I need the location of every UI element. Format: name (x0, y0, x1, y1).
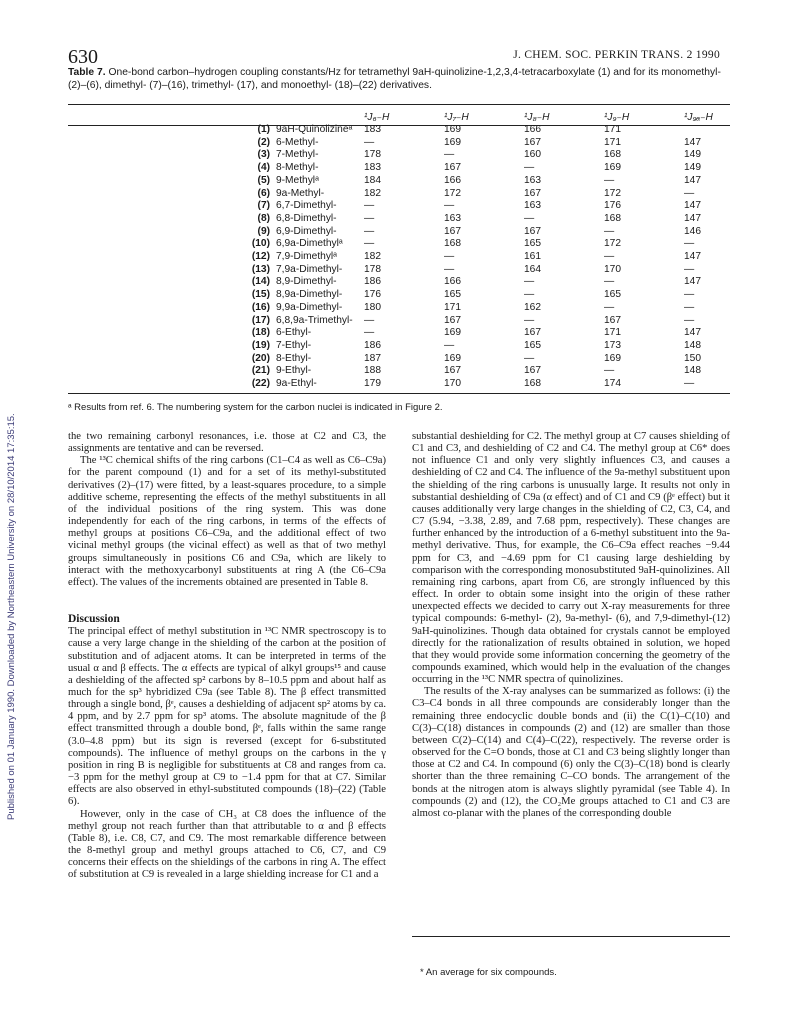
column-header: ¹J₇₋H (444, 111, 469, 123)
coupling-value: 163 (524, 174, 541, 186)
table-row (68, 327, 764, 340)
coupling-value: — (684, 301, 695, 313)
table-row (68, 365, 764, 378)
journal-header: J. CHEM. SOC. PERKIN TRANS. 2 1990 (513, 49, 720, 61)
coupling-value: — (684, 378, 695, 390)
coupling-value: — (524, 212, 535, 224)
table-row (68, 238, 764, 251)
coupling-value: 188 (364, 365, 381, 377)
coupling-value: — (364, 238, 375, 250)
coupling-value: 169 (444, 136, 461, 148)
compound-name: 8-Methyl- (276, 162, 319, 174)
right-column (412, 431, 730, 820)
coupling-value: 165 (604, 289, 621, 301)
coupling-value: 167 (524, 327, 541, 339)
column-header: ¹J₉₋H (604, 111, 630, 123)
table-bottom-rule (68, 393, 730, 394)
coupling-value: 174 (604, 378, 621, 390)
coupling-value: — (524, 289, 535, 301)
compound-name: 6,8,9a-Trimethyl- (276, 314, 353, 326)
coupling-value: — (444, 200, 455, 212)
coupling-value: 165 (524, 339, 541, 351)
coupling-value: 169 (444, 327, 461, 339)
table-row (68, 137, 764, 150)
table-caption (68, 67, 730, 92)
coupling-table (68, 110, 764, 391)
compound-name: 6-Ethyl- (276, 327, 312, 339)
coupling-value: — (604, 225, 615, 237)
coupling-value: — (524, 162, 535, 174)
coupling-value: 169 (444, 124, 461, 135)
compound-number: (17) (251, 314, 270, 326)
coupling-value: 184 (364, 174, 381, 186)
table-row (68, 226, 764, 239)
coupling-value: 150 (684, 352, 701, 364)
coupling-value: — (684, 289, 695, 301)
compound-name: 8,9a-Dimethyl- (276, 289, 343, 301)
compound-name: 9a-Ethyl- (276, 378, 317, 390)
coupling-value: 148 (684, 339, 701, 351)
compound-name: 8,9-Dimethyl- (276, 276, 337, 288)
coupling-value: — (444, 263, 455, 275)
compound-number: (15) (251, 289, 270, 301)
coupling-value: — (364, 136, 375, 148)
compound-number: (21) (251, 365, 270, 377)
table-row (68, 264, 764, 277)
coupling-value: 167 (604, 314, 621, 326)
coupling-value: 147 (684, 276, 701, 288)
compound-name: 7,9a-Dimethyl- (276, 263, 343, 275)
coupling-value: 173 (604, 339, 621, 351)
coupling-value: 176 (364, 289, 381, 301)
coupling-value: 187 (364, 352, 381, 364)
coupling-value: 147 (684, 174, 701, 186)
table-row (68, 175, 764, 188)
table-row (68, 213, 764, 226)
coupling-value: 183 (364, 124, 381, 135)
coupling-value: 163 (444, 212, 461, 224)
paragraph: However, only in the case of CH₃ at C8 does the influence of the methyl group not reach further than that attributable to α and β effects (Table 8), i.e. C8, C7, and C9. The most remarkable difference between the 8-methyl group and methyl groups attached to C6, C7, and C9 concerns their effects on the shieldings of the carbons in ring A. The effect of substitution at C9 is revealed in a large shielding increase for C1 and a (68, 808, 386, 881)
coupling-value: — (364, 212, 375, 224)
compound-name: 6-Methyl- (276, 136, 319, 148)
compound-number: (22) (251, 378, 270, 390)
coupling-value: 171 (604, 124, 621, 135)
coupling-value (684, 124, 764, 137)
table-row (68, 315, 764, 328)
table-footnote: ᵃ Results from ref. 6. The numbering system for the carbon nuclei is indicated in Figure 2. (68, 402, 443, 413)
compound-number: (12) (251, 251, 270, 263)
paragraph: The principal effect of methyl substitution in ¹³C NMR spectroscopy is to cause a very large change in the shielding of the carbon at the position of substitution and of adjacent atoms. It can be interpreted in terms of the usual α and β effects. The α effects are typical of alkyl groups¹⁵ and cause a deshielding of the affected sp² carbons by 8–10.5 ppm and about half as much for the sp³ hybridized C9a (see Table 8). The β effect transmitted through a single bond, βᵉ, causes a deshielding of adjacent sp² atoms by ca. 4 ppm, and by 2.7 ppm for sp³ atoms. The absolute magnitude of the β effect transmitted through a double bond, βᵉ, falls within the same range (3.0–4.8 ppm) but its sign is reversed (except for 6-substituted compounds). The influence of methyl groups on the carbons in the γ position in ring B is negligible for substituents at C8 and ranges from ca. −3 ppm for the methyl group at C9 to −1.4 ppm for that at C7. Similar effects are also observed in ethyl-substituted compounds (18)–(22) (Table 6). (68, 626, 386, 808)
paragraph: The results of the X-ray analyses can be summarized as follows: (i) the C3–C4 bonds in all three compounds are considerably longer than the remaining three endocyclic double bonds and (ii) the C(1)–C(10) and C(3)–C(18) distances in compounds (2) and (12) are smaller than those between C(2)–C(14) and C(4)–C(22), respectively. The reverse order is observed for the C=O bonds, those at C1 and C3 being slightly longer than those at C2 and C4. In compound (6) only the C(3)–C(18) bond is clearly shorter than the three remaining C–CO bonds. The arrangement of the bonds at the nitrogen atom is always slightly pyramidal (see Table 4). In compounds (2) and (12), the CO₂Me groups attached to C1 and C3 are almost co-planar with the planes of the corresponding double (412, 686, 730, 819)
coupling-value: — (364, 327, 375, 339)
coupling-value: 147 (684, 200, 701, 212)
table-row (68, 200, 764, 213)
coupling-value: 176 (604, 200, 621, 212)
compound-number: (18) (251, 327, 270, 339)
coupling-value: 167 (524, 136, 541, 148)
coupling-value: 169 (604, 352, 621, 364)
compound-name: 7-Methyl- (276, 149, 319, 161)
compound-number: (1) (257, 124, 270, 135)
table-header-row (68, 110, 764, 124)
coupling-value: 165 (444, 289, 461, 301)
compound-number: (6) (257, 187, 270, 199)
compound-number: (7) (257, 200, 270, 212)
coupling-value: 147 (684, 327, 701, 339)
coupling-value: — (364, 200, 375, 212)
coupling-value: — (604, 251, 615, 263)
table-row (68, 162, 764, 175)
paragraph: substantial deshielding for C2. The methyl group at C7 causes shielding of C1 and C3, and deshielding of C2 and C4. The methyl group at C6* does not influence C1 and only very slightly influences C3, and causes a deshielding of C2 and C4. The influence of the 9a-methyl substituent upon the shielding of the ring carbons is unusually large. It results not only in substantial deshielding of C9a (α effect) and of C1 and C9 (βᵉ effect) but it causes additionally very large changes in the shielding of C2, C3, C4, and C7 (5.94, −3.38, 2.89, and 7.68 ppm, respectively). These changes are further enhanced by the introduction of a 6-methyl substituent into the 9a-methyl derivative. Thus, for example, the C6–C9a effect reaches −9.44 ppm for C3, and −4.69 ppm for C1 causing large deshielding by comparison with the corresponding monosubstituted 9aH-quinolizines. All remaining ring carbons, apart from C6, are strongly influenced by this effect. In order to obtain some insight into the origin of these rather unexpected effects we decided to carry out X-ray measurements for three typical compounds: 6-methyl- (2), 9a-methyl- (6), and 7,9-dimethyl-(12) 9aH-quinolizines. Though data obtained for crystals cannot be employed directly for the rationalization of results obtained in solution, we hoped that they would provide some information concerning the geometry of the compounds examined, which would help in the evaluation of the changes occurring in the ¹³C NMR spectra of quinolizines. (412, 431, 730, 686)
coupling-value: 167 (524, 365, 541, 377)
compound-number: (2) (257, 136, 270, 148)
download-notice: Published on 01 January 1990. Downloaded by Northeastern University on 28/10/2014 17:35:15. (6, 413, 17, 820)
table-caption-label: Table 7. (68, 67, 106, 78)
coupling-value: — (444, 149, 455, 161)
compound-name: 8-Ethyl- (276, 352, 312, 364)
coupling-value: 166 (444, 276, 461, 288)
compound-name: 9-Ethyl- (276, 365, 312, 377)
table-row (68, 353, 764, 366)
table-row (68, 188, 764, 201)
coupling-value: 167 (524, 225, 541, 237)
coupling-value: 147 (684, 251, 701, 263)
compound-name: 9a-Methyl- (276, 187, 325, 199)
table-row (68, 340, 764, 353)
coupling-value: 169 (604, 162, 621, 174)
coupling-value: — (604, 276, 615, 288)
coupling-value: — (364, 314, 375, 326)
coupling-value: 180 (364, 301, 381, 313)
coupling-value: 186 (364, 339, 381, 351)
compound-number: (14) (251, 276, 270, 288)
compound-name: 9aH-Quinolizineᵃ (276, 124, 353, 135)
coupling-value: 168 (604, 149, 621, 161)
coupling-value: 165 (524, 238, 541, 250)
coupling-value: — (524, 352, 535, 364)
column-header: ¹J₈₋H (524, 111, 550, 123)
compound-name: 6,9a-Dimethylᵃ (276, 238, 343, 250)
coupling-value: 168 (604, 212, 621, 224)
coupling-value: 182 (364, 187, 381, 199)
table-top-rule (68, 104, 730, 105)
compound-number: (9) (257, 225, 270, 237)
coupling-value: 168 (524, 378, 541, 390)
coupling-value: — (524, 276, 535, 288)
coupling-value: — (364, 225, 375, 237)
coupling-value: 182 (364, 251, 381, 263)
coupling-value: 167 (524, 187, 541, 199)
coupling-value: 160 (524, 149, 541, 161)
compound-number: (16) (251, 301, 270, 313)
table-row (68, 289, 764, 302)
coupling-value: 161 (524, 251, 541, 263)
coupling-value: 148 (684, 365, 701, 377)
coupling-value: — (684, 263, 695, 275)
compound-name: 6,7-Dimethyl- (276, 200, 337, 212)
column-header: ¹J₆₋H (364, 111, 390, 123)
coupling-value: 171 (604, 136, 621, 148)
compound-number: (20) (251, 352, 270, 364)
coupling-value: 171 (444, 301, 461, 313)
coupling-value: 186 (364, 276, 381, 288)
compound-number: (5) (257, 174, 270, 186)
coupling-value: 167 (444, 162, 461, 174)
table-row (68, 276, 764, 289)
coupling-value: 178 (364, 263, 381, 275)
coupling-value: 146 (684, 225, 701, 237)
coupling-value: — (524, 314, 535, 326)
compound-number: (4) (257, 162, 270, 174)
table-row (68, 124, 764, 137)
coupling-value: 163 (524, 200, 541, 212)
coupling-value: — (684, 238, 695, 250)
table-row (68, 251, 764, 264)
column-header: ¹J₉ₐ₋H (684, 111, 713, 123)
compound-number: (19) (251, 339, 270, 351)
table-row (68, 378, 764, 391)
coupling-value: 172 (604, 187, 621, 199)
paragraph: The ¹³C chemical shifts of the ring carbons (C1–C4 as well as C6–C9a) for the parent compound (1) and for a set of its methyl-substituted derivatives (2)–(17) were fitted, by a least-squares procedure, to a simple additive scheme, representing the effects of the methyl substituents in all of the individual positions of the ring system. This was done independently for each of the ring carbons, in terms of the effects of methyl groups at positions C6–C9a, and the additional effect of two vicinal methyl groups (the vicinal effect) as well as that of two methyl groups simultaneously in positions C6 and C9a, which are likely to interact with the methoxycarbonyl substituents at ring A (the C6–C9a effect). The values of the increments obtained are presented in Table 8. (68, 455, 386, 588)
coupling-value: 172 (444, 187, 461, 199)
table-row (68, 302, 764, 315)
table-row (68, 149, 764, 162)
coupling-value: 169 (444, 352, 461, 364)
coupling-value: 166 (524, 124, 541, 135)
coupling-value: 170 (604, 263, 621, 275)
compound-number: (3) (257, 149, 270, 161)
compound-number: (8) (257, 212, 270, 224)
coupling-value: 162 (524, 301, 541, 313)
table-caption-text: One-bond carbon–hydrogen coupling constants/Hz for tetramethyl 9aH-quinolizine-1,2,3,4-tetracarboxylate (1) and for its monomethyl- (2)–(6), dimethyl- (7)–(16), trimethyl- (17), and monoethyl- (18)–(22) derivatives. (68, 67, 721, 91)
footnote-rule (412, 936, 730, 937)
left-column (68, 431, 386, 881)
coupling-value: 149 (684, 162, 701, 174)
compound-name: 9-Methylᵃ (276, 174, 319, 186)
coupling-value: 172 (604, 238, 621, 250)
coupling-value: — (444, 339, 455, 351)
section-heading: Discussion (68, 613, 120, 626)
compound-number: (10) (251, 238, 270, 250)
coupling-value: 178 (364, 149, 381, 161)
coupling-value: — (604, 365, 615, 377)
page-footnote: * An average for six compounds. (420, 967, 557, 978)
compound-name: 6,9-Dimethyl- (276, 225, 337, 237)
compound-name: 9,9a-Dimethyl- (276, 301, 343, 313)
compound-name: 6,8-Dimethyl- (276, 212, 337, 224)
coupling-value: 166 (444, 174, 461, 186)
coupling-value: 149 (684, 149, 701, 161)
coupling-value: 167 (444, 314, 461, 326)
coupling-value: — (604, 301, 615, 313)
coupling-value: 167 (444, 365, 461, 377)
paragraph: the two remaining carbonyl resonances, i.e. those at C2 and C3, the assignments are tentative and can be reversed. (68, 431, 386, 455)
coupling-value: — (444, 251, 455, 263)
coupling-value: — (684, 187, 695, 199)
coupling-value: 170 (444, 378, 461, 390)
coupling-value: 183 (364, 162, 381, 174)
compound-number: (13) (251, 263, 270, 275)
coupling-value: 164 (524, 263, 541, 275)
coupling-value: 147 (684, 212, 701, 224)
coupling-value: 168 (444, 238, 461, 250)
compound-name: 7-Ethyl- (276, 339, 312, 351)
coupling-value: 147 (684, 136, 701, 148)
page-number: 630 (68, 46, 98, 68)
compound-name: 7,9-Dimethylᵃ (276, 251, 337, 263)
coupling-value: 179 (364, 378, 381, 390)
coupling-value: 171 (604, 327, 621, 339)
coupling-value: 167 (444, 225, 461, 237)
coupling-value: — (604, 174, 615, 186)
coupling-value: — (684, 314, 695, 326)
